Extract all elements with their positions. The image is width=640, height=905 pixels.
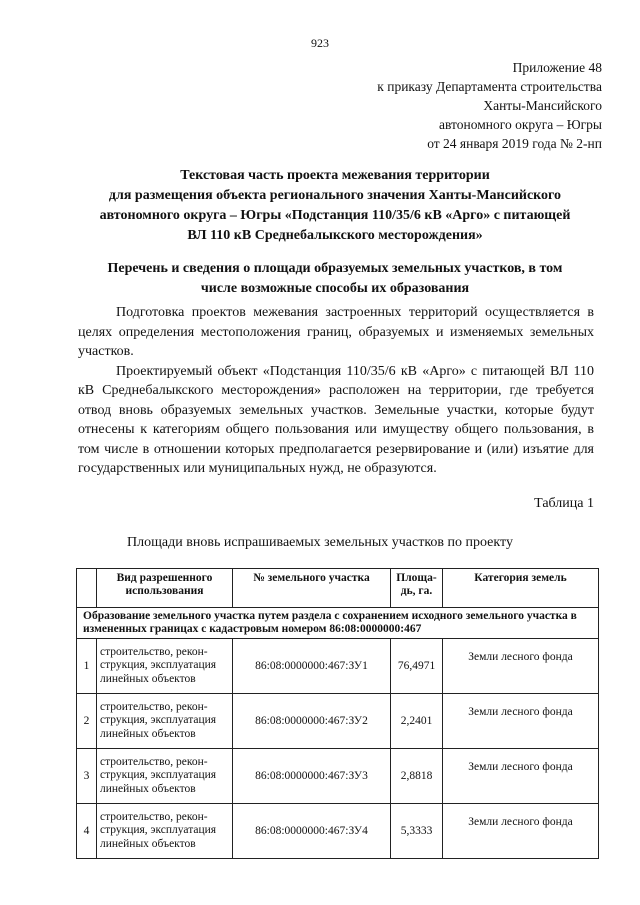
table-group-row [77, 608, 599, 639]
table-header-row [77, 569, 599, 608]
section-heading [60, 259, 610, 299]
appendix-line: Приложение 48 [512, 60, 602, 75]
cell-area: 76,4971 [391, 639, 443, 694]
appendix-header [377, 58, 602, 153]
cell-plot-number: 86:08:0000000:467:ЗУ1 [233, 639, 391, 694]
paragraph: Подготовка проектов межевания застроенных территорий осуществляется в целях определения местоположения границ, образуемых и изменяемых земельных участков. [78, 305, 594, 359]
appendix-line: от 24 января 2019 года № 2-нп [427, 136, 602, 151]
title-line: ВЛ 110 кВ Среднебалыкского месторождения» [187, 228, 483, 243]
appendix-line: к приказу Департамента строительства [377, 79, 602, 94]
cell-permitted-use: строительство, реконструкция, эксплуатация линейных объектов [97, 749, 233, 804]
cell-land-category: Земли лесного фонда [443, 749, 599, 804]
cell-permitted-use: строительство, реконструкция, эксплуатация линейных объектов [97, 804, 233, 859]
appendix-line: автономного округа – Югры [439, 117, 602, 132]
body-text [78, 303, 594, 479]
cell-plot-number: 86:08:0000000:467:ЗУ2 [233, 694, 391, 749]
group-label: Образование земельного участка путем раздела с сохранением исходного земельного участка в измененных границах с кадастровым номером 86:08:0000000:467 [77, 608, 599, 639]
cell-permitted-use: строительство, реконструкция, эксплуатация линейных объектов [97, 694, 233, 749]
cell-area: 2,8818 [391, 749, 443, 804]
header-land-category: Категория земель [443, 569, 599, 608]
table-row [77, 694, 599, 749]
cell-land-category: Земли лесного фонда [443, 804, 599, 859]
cell-land-category: Земли лесного фонда [443, 639, 599, 694]
title-line: для размещения объекта регионального значения Ханты-Мансийского [108, 188, 562, 203]
cell-num: 2 [77, 694, 97, 749]
cell-num: 1 [77, 639, 97, 694]
header-area: Площадь, га. [391, 569, 443, 608]
section-heading-line: числе возможные способы их образования [200, 281, 470, 296]
section-heading-line: Перечень и сведения о площади образуемых земельных участков, в том [107, 261, 563, 276]
table-caption: Площади вновь испрашиваемых земельных участков по проекту [127, 535, 513, 550]
cell-area: 2,2401 [391, 694, 443, 749]
header-permitted-use: Вид разрешенного использования [97, 569, 233, 608]
land-plots-table [76, 568, 599, 859]
document-title [60, 166, 610, 246]
table-row [77, 749, 599, 804]
cell-plot-number: 86:08:0000000:467:ЗУ4 [233, 804, 391, 859]
table-row [77, 804, 599, 859]
cell-permitted-use: строительство, реконструкция, эксплуатация линейных объектов [97, 639, 233, 694]
table-number: Таблица 1 [534, 496, 594, 511]
cell-num: 4 [77, 804, 97, 859]
cell-area: 5,3333 [391, 804, 443, 859]
cell-num: 3 [77, 749, 97, 804]
paragraph: Проектируемый объект «Подстанция 110/35/6 кВ «Арго» с питающей ВЛ 110 кВ Среднебалыкского месторождения» расположен на территории, где требуется отвод вновь образуемых земельных участков. Земельные участки, которые будут отнесены к категориям общего пользования или имуществу общего пользования, в том числе в отношении которых предполагается резервирование и (или) изъятие для государственных или муниципальных нужд, не образуются. [78, 363, 594, 476]
appendix-line: Ханты-Мансийского [483, 98, 602, 113]
cell-plot-number: 86:08:0000000:467:ЗУ3 [233, 749, 391, 804]
header-plot-number: № земельного участка [233, 569, 391, 608]
title-line: автономного округа – Югры «Подстанция 110/35/6 кВ «Арго» с питающей [99, 208, 571, 223]
title-line: Текстовая часть проекта межевания территории [180, 168, 490, 183]
cell-land-category: Земли лесного фонда [443, 694, 599, 749]
page-number: 923 [311, 36, 329, 50]
header-num [77, 569, 97, 608]
table-row [77, 639, 599, 694]
